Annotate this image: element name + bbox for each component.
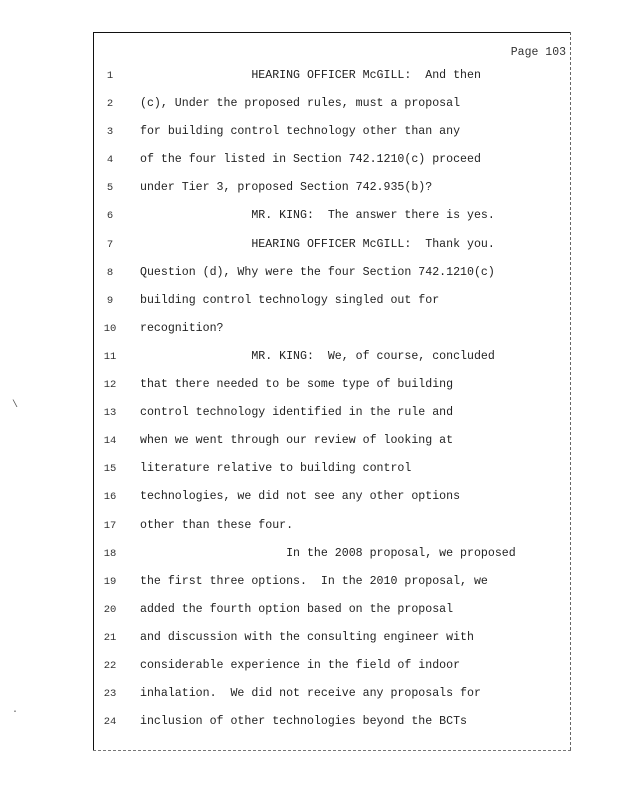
line-number: 9 [106,294,114,307]
line-text: of the four listed in Section 742.1210(c) proceed [140,153,481,167]
line-text: literature relative to building control [140,462,412,476]
line-number: 7 [106,238,114,251]
transcript-line [0,455,618,483]
transcript-line [0,427,618,455]
line-text: considerable experience in the field of indoor [140,658,461,672]
transcript-line [0,231,618,259]
line-number: 19 [103,575,117,588]
transcript-line [0,174,618,202]
line-text: recognition? [140,321,224,335]
page-number: Page 103 [510,46,566,59]
line-number: 15 [103,463,117,476]
line-number: 17 [103,519,117,532]
transcript-line [0,343,618,371]
transcript-line [0,90,618,118]
line-number: 6 [106,210,114,223]
line-number: 10 [103,322,117,335]
transcript-line [0,118,618,146]
line-number: 2 [106,98,114,111]
transcript-line [0,708,618,736]
line-number: 4 [106,154,114,167]
line-text: under Tier 3, proposed Section 742.935(b)? [140,181,433,195]
transcript-line [0,62,618,90]
line-number: 12 [103,379,117,392]
line-text: when we went through our review of looking at [140,434,454,448]
line-number: 11 [103,350,117,363]
line-text: inhalation. We did not receive any proposals for [140,687,481,701]
transcript-line [0,315,618,343]
transcript-line [0,680,618,708]
line-text: the first three options. In the 2010 proposal, we [140,574,488,588]
line-text: MR. KING: We, of course, concluded [140,349,495,363]
transcript-line [0,624,618,652]
transcript-line [0,287,618,315]
transcript-line [0,259,618,287]
transcript-line [0,568,618,596]
line-text: control technology identified in the rule and [140,406,454,420]
transcript-line [0,202,618,230]
line-number: 16 [103,491,117,504]
line-number: 14 [103,435,117,448]
line-number: 8 [106,266,114,279]
line-text: building control technology singled out for [140,293,440,307]
line-text: inclusion of other technologies beyond the BCTs [140,715,467,729]
line-text: technologies, we did not see any other options [140,490,461,504]
transcript-line [0,596,618,624]
line-number: 23 [103,688,117,701]
transcript-line [0,399,618,427]
margin-mark: . [12,705,19,716]
line-text: HEARING OFFICER McGILL: And then [140,69,481,82]
transcript-line [0,512,618,540]
transcript-body [0,62,618,736]
line-text: and discussion with the consulting engineer with [140,630,474,644]
line-number: 3 [106,126,114,139]
page-border-bottom [93,750,571,751]
line-text: (c), Under the proposed rules, must a proposal [140,97,461,111]
line-number: 13 [103,407,117,420]
page-border-top [93,32,571,33]
line-number: 22 [103,659,117,672]
line-text: for building control technology other than any [140,125,461,139]
transcript-line [0,652,618,680]
line-text: added the fourth option based on the proposal [140,602,454,616]
transcript-line [0,540,618,568]
margin-mark: \ [12,400,19,411]
line-text: HEARING OFFICER McGILL: Thank you. [140,237,495,251]
line-text: that there needed to be some type of building [140,378,454,392]
line-text: Question (d), Why were the four Section 742.1210(c) [140,265,495,279]
line-number: 1 [106,70,114,82]
line-number: 5 [106,182,114,195]
line-text: In the 2008 proposal, we proposed [140,546,516,560]
line-number: 24 [103,716,117,729]
line-text: MR. KING: The answer there is yes. [140,209,495,223]
line-text: other than these four. [140,518,294,532]
line-number: 18 [103,547,117,560]
transcript-line [0,483,618,511]
transcript-line [0,371,618,399]
line-number: 21 [103,631,117,644]
line-number: 20 [103,603,117,616]
transcript-line [0,146,618,174]
